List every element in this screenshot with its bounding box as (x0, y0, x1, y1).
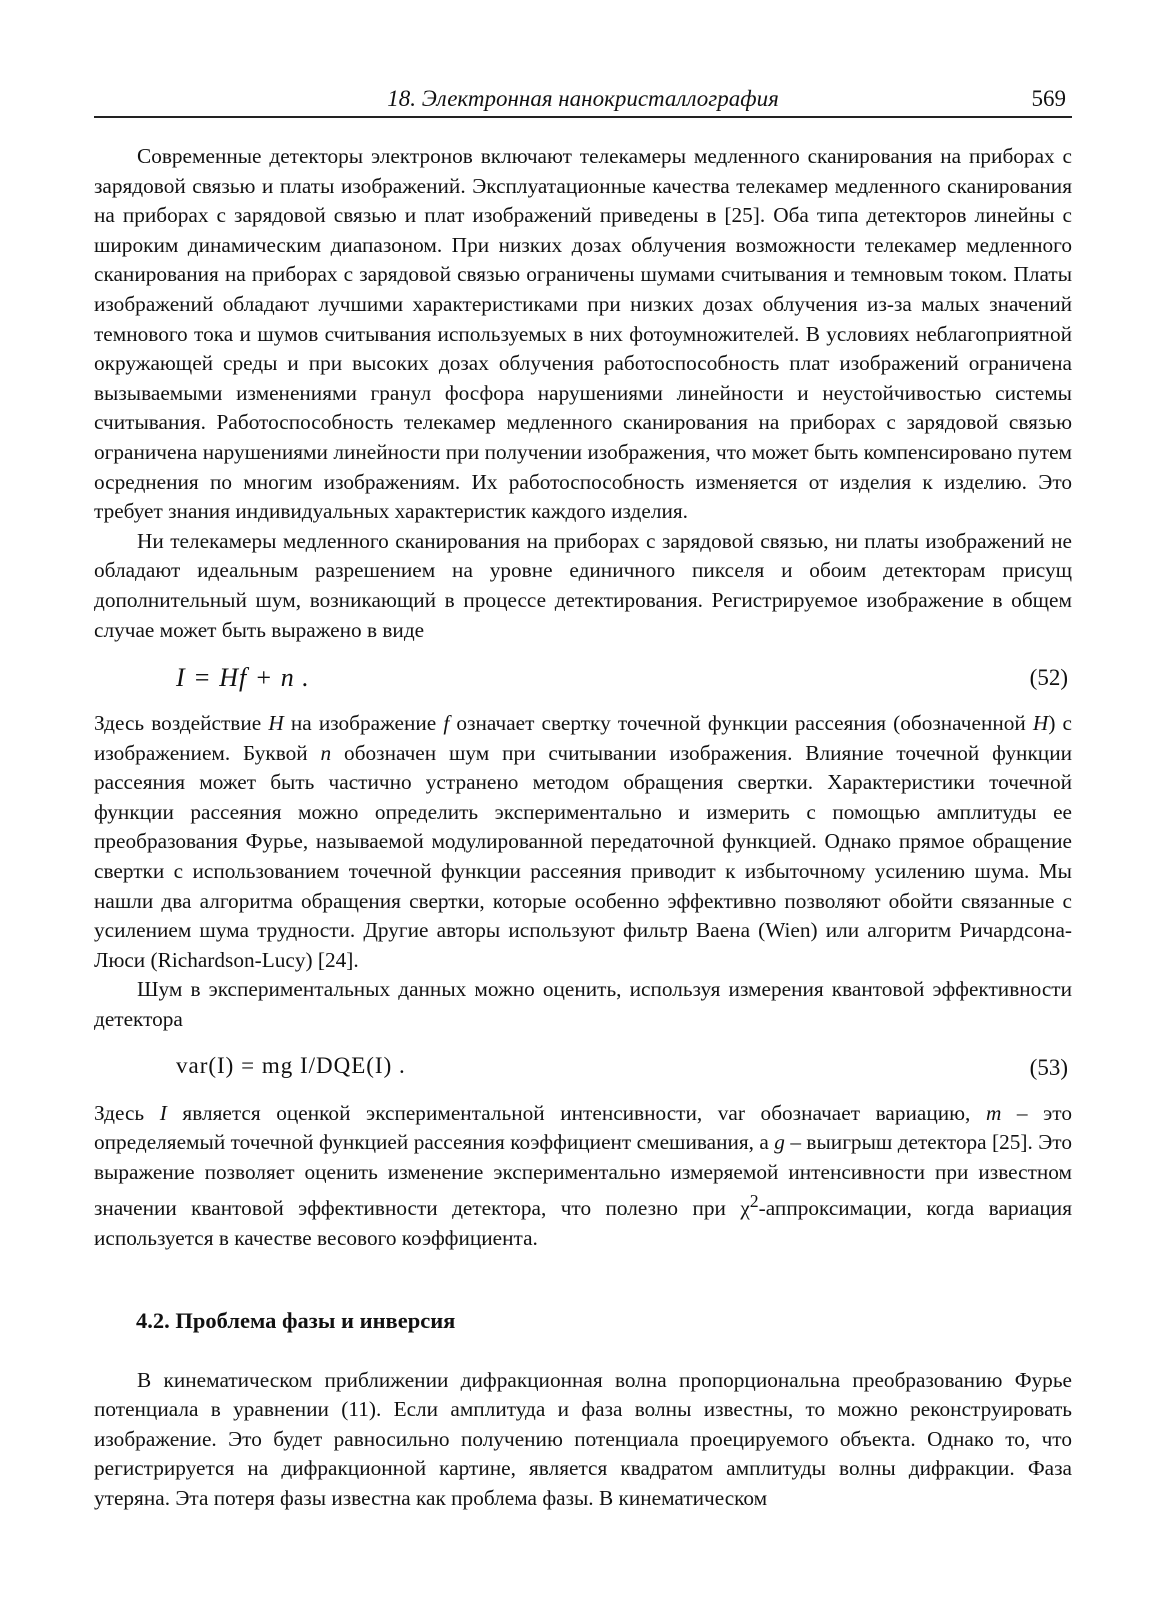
text-span: является оценкой экспериментальной интенсивности, var обозначает вариацию, (166, 1100, 986, 1125)
equation-53 (94, 1041, 1072, 1097)
text-span: на изображение (283, 711, 444, 736)
text-span: – это определяемый точечной функцией рассеяния коэффициент смешивания, а (94, 1100, 1072, 1155)
running-header (94, 82, 1072, 118)
text-span: – выигрыш детектора [25]. Это выражение позволяет оценить изменение экспериментально измеряемой интенсивности при известном значении квантовой эффективности детектора, что полезно при χ (94, 1130, 1072, 1221)
equation-52-formula: I = Hf + n . (176, 663, 310, 693)
equation-52-number: (52) (1029, 665, 1068, 691)
text-span: Здесь воздействие (94, 711, 269, 736)
paragraph-detectors: Современные детекторы электронов включают телекамеры медленного сканирования на приборах с зарядовой связью и платы изображений. Эксплуатационные качества телекамер медленного сканирования на приборах с зарядовой связью и плат изображений приведены в [25]. Оба типа детекторов линейны с широким динамическим диапазоном. При низких дозах облучения возможности телекамер медленного сканирования на приборах с зарядовой связью ограничены шумами считывания и темновым током. Платы изображений обладают лучшими характеристиками при низких дозах облучения из-за малых значений темнового тока и шумов считывания используемых в них фотоумножителей. В условиях неблагоприятной окружающей среды и при высоких дозах облучения работоспособность плат изображений ограничена вызываемыми изменениями гранул фосфора нарушениями линейности и неустойчивостью системы считывания. Работоспособность телекамер медленного сканирования на приборах с зарядовой связью ограничена нарушениями линейности при получении изображения, что может быть компенсировано путем осреднения по многим изображениям. Их работоспособность изменяется от изделия к изделию. Это требует знания индивидуальных характеристик каждого изделия. (94, 144, 1072, 524)
text-span: -аппроксимации, когда вариация используется в качестве весового коэффициента. (94, 1196, 1072, 1251)
math-symbol: I (159, 1100, 167, 1125)
book-page (94, 82, 1072, 1514)
page-number: 569 (1031, 86, 1066, 111)
math-symbol: H (1032, 711, 1049, 736)
text-span: означает свертку точечной функции рассеяния (обозначенной (449, 711, 1033, 736)
math-symbol: m (985, 1100, 1002, 1125)
paragraph-psf (94, 709, 1072, 975)
paragraph-phase-problem: В кинематическом приближении дифракционная волна пропорциональна преобразованию Фурье потенциала в уравнении (11). Если амплитуда и фаза волны известны, то можно реконструировать изображение. Это будет равносильно получению потенциала проецируемого объекта. Однако то, что регистрируется на дифракционной картине, является квадратом амплитуды волны дифракции. Фаза утеряна. Эта потеря фазы известна как проблема фазы. В кинематическом (94, 1367, 1072, 1511)
text-span: Здесь (94, 1100, 160, 1125)
equation-53-formula: var(I) = mg I/DQE(I) . (176, 1052, 406, 1078)
section-heading: 4.2. Проблема фазы и инверсия (136, 1307, 456, 1333)
paragraph-variance (94, 1099, 1072, 1254)
equation-52 (94, 651, 1072, 707)
paragraph-noise: Шум в экспериментальных данных можно оценить, используя измерения квантовой эффективности детектора (94, 977, 1072, 1032)
text-span: ) с изображением. Буквой (94, 711, 1072, 765)
text-span: обозначен шум при считывании изображения. Влияние точечной функции рассеяния может быть частично устранено методом обращения свертки. Характеристики точечной функции рассеяния можно определить экспериментально и измерить с помощью амплитуды ее преобразования Фурье, называемой модулированной передаточной функцией. Однако прямое обращение свертки с использованием точечной функции рассеяния приводит к избыточному усилению шума. Мы нашли два алгоритма обращения свертки, которые особенно эффективно позволяют обойти связанные с усилением шума трудности. Другие авторы используют фильтр Ваена (Wien) или алгоритм Ричардсона-Люси (Richardson-Lucy) [24]. (94, 740, 1072, 972)
paragraph-resolution: Ни телекамеры медленного сканирования на приборах с зарядовой связью, ни платы изображений не обладают идеальным разрешением на уровне единичного пикселя и обоим детекторам присущ дополнительный шум, возникающий в процессе детектирования. Регистрируемое изображение в общем случае может быть выражено в виде (94, 528, 1072, 642)
body-text (94, 142, 1072, 1514)
equation-53-number: (53) (1029, 1054, 1068, 1080)
math-symbol: n (320, 740, 332, 765)
math-symbol: H (268, 711, 284, 736)
running-title: 18. Электронная нанокристаллография (387, 86, 779, 111)
math-symbol: f (443, 711, 450, 736)
math-symbol: g (774, 1130, 785, 1155)
superscript: 2 (749, 1191, 759, 1212)
